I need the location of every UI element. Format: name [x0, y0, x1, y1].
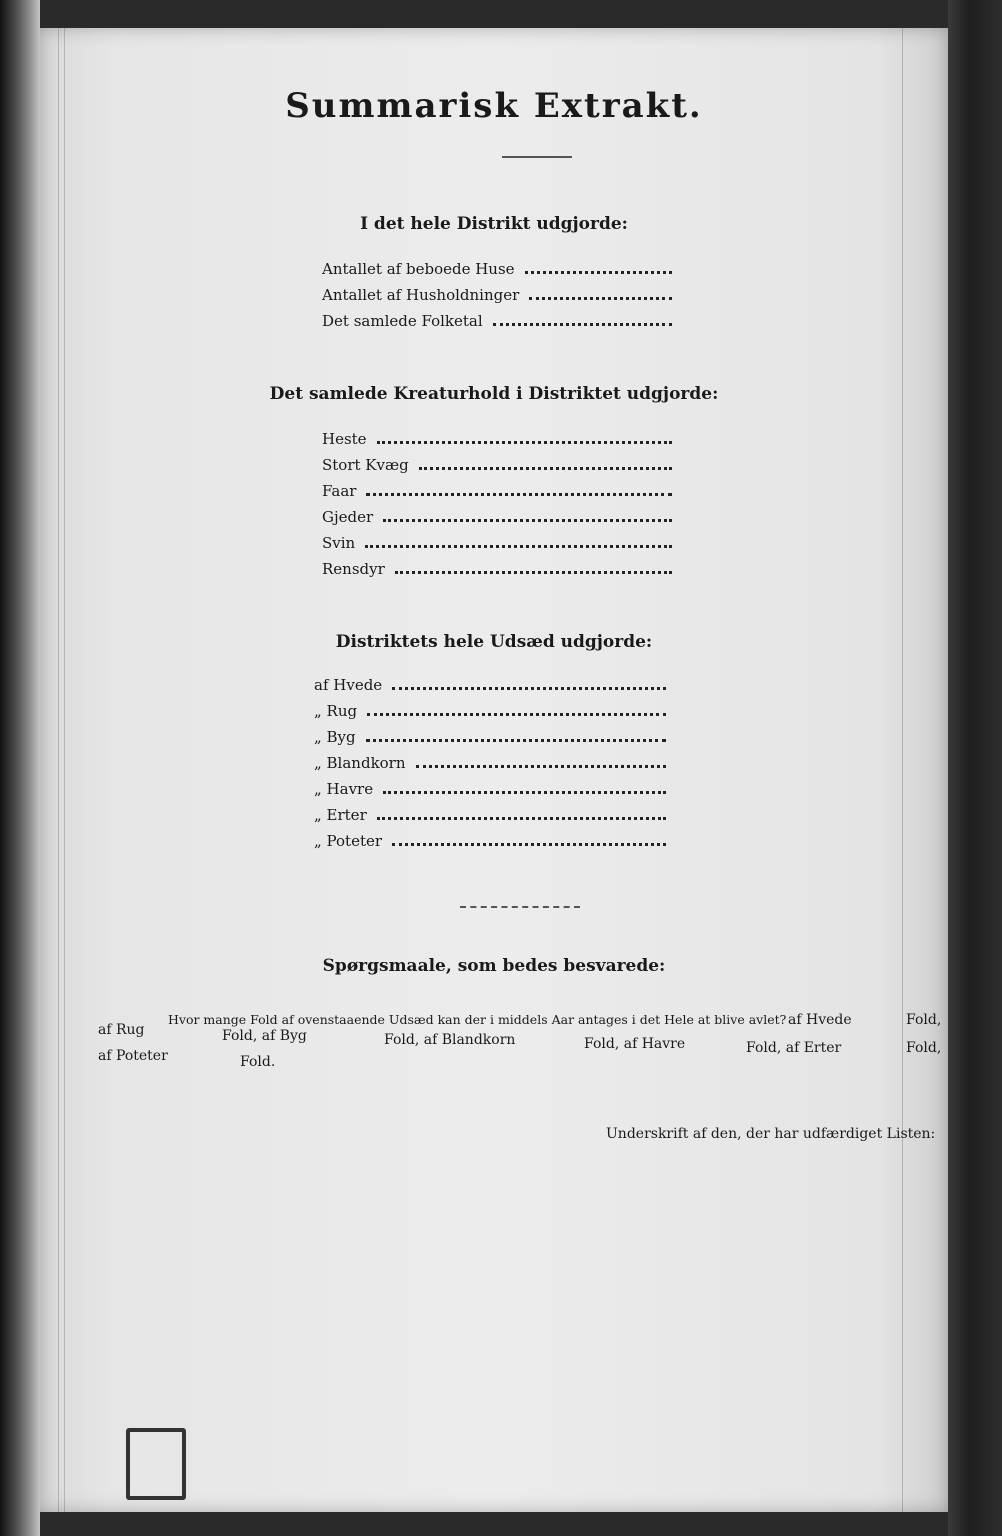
question-label: Fold.: [240, 1054, 276, 1070]
list-item: Det samlede Folketal: [322, 312, 672, 330]
list-item: „ Poteter: [314, 832, 666, 850]
question-label: Fold, af Blandkorn: [384, 1032, 516, 1048]
document-page: [40, 28, 948, 1512]
list-item: Faar: [322, 482, 672, 500]
question-label: Fold, af Havre: [584, 1036, 686, 1052]
question-label: af Poteter: [98, 1048, 168, 1064]
list-item: Antallet af Husholdninger: [322, 286, 672, 304]
list-item: Gjeder: [322, 508, 672, 526]
question-label: Fold, af Byg: [222, 1028, 307, 1044]
section1-heading: I det hele Distrikt udgjorde:: [360, 214, 628, 234]
margin-line: [58, 28, 59, 1512]
title-divider: [502, 156, 572, 158]
list-item: Stort Kvæg: [322, 456, 672, 474]
section-divider: [460, 902, 580, 908]
list-item: Heste: [322, 430, 672, 448]
margin-line: [902, 28, 903, 1512]
list-item: „ Rug: [314, 702, 666, 720]
question-label: Fold,: [906, 1012, 942, 1028]
list-item: „ Erter: [314, 806, 666, 824]
question-label: af Hvede: [788, 1012, 852, 1028]
list-item: „ Byg: [314, 728, 666, 746]
signature-line: Underskrift af den, der har udfærdiget Listen:: [606, 1126, 936, 1142]
question-label: Fold,: [906, 1040, 942, 1056]
question-label: af Rug: [98, 1022, 145, 1038]
list-item: Svin: [322, 534, 672, 552]
section2-heading: Det samlede Kreaturhold i Distriktet udgjorde:: [269, 384, 719, 404]
list-item: „ Havre: [314, 780, 666, 798]
margin-line: [64, 28, 65, 1512]
binding-clip: [126, 1428, 186, 1500]
book-spine: [0, 0, 40, 1536]
page-title: Summarisk Extrakt.: [285, 86, 703, 126]
page-edge: [948, 0, 1002, 1536]
list-item: Rensdyr: [322, 560, 672, 578]
question-text: Hvor mange Fold af ovenstaaende Udsæd kan der i middels Aar antages i det Hele at blive avlet?: [168, 1012, 787, 1027]
list-item: „ Blandkorn: [314, 754, 666, 772]
list-item: af Hvede: [314, 676, 666, 694]
list-item: Antallet af beboede Huse: [322, 260, 672, 278]
question-label: Fold, af Erter: [746, 1040, 842, 1056]
section3-heading: Distriktets hele Udsæd udgjorde:: [335, 632, 653, 652]
questions-heading: Spørgsmaale, som bedes besvarede:: [322, 956, 666, 976]
